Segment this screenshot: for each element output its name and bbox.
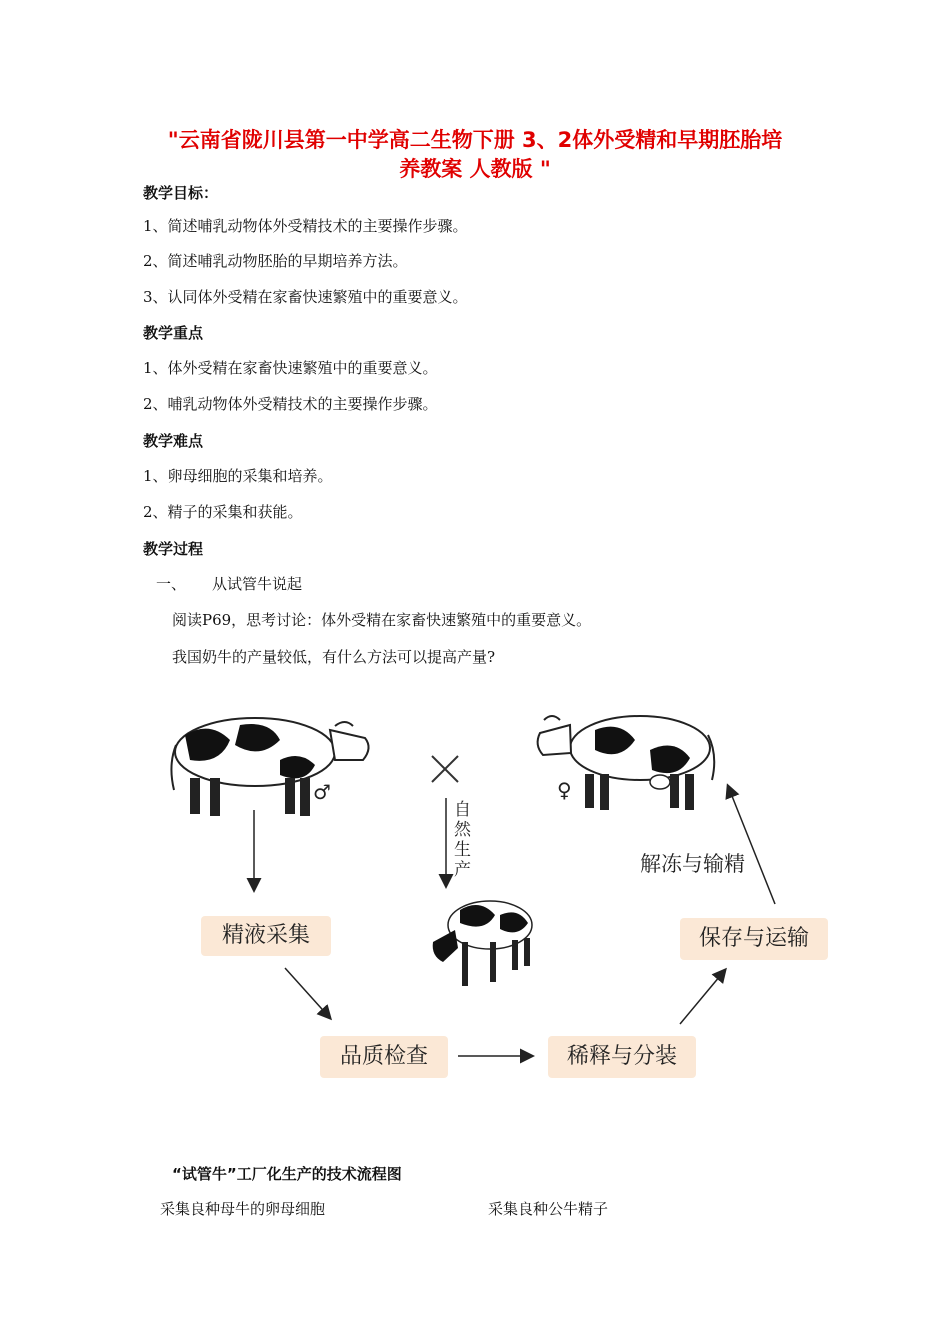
figure-caption: “试管牛”工厂化生产的技术流程图 bbox=[172, 1165, 402, 1183]
bull-illustration bbox=[171, 718, 368, 816]
section-goals-heading: 教学目标： bbox=[143, 184, 219, 202]
keypoint-item: 1、体外受精在家畜快速繁殖中的重要意义。 bbox=[143, 359, 438, 377]
step-quality-check: 品质检查 bbox=[320, 1036, 448, 1078]
document-title-line1: "云南省陇川县第一中学高二生物下册 3、2体外受精和早期胚胎培 bbox=[167, 128, 783, 152]
process-item-title: 从试管牛说起 bbox=[212, 575, 303, 593]
thaw-insemination-label: 解冻与输精 bbox=[640, 852, 745, 876]
step-semen-collection: 精液采集 bbox=[201, 916, 331, 956]
arrow-store-to-cow bbox=[728, 786, 775, 904]
footer-right-text: 采集良种公牛精子 bbox=[488, 1200, 609, 1218]
calf-illustration bbox=[433, 901, 532, 986]
question-text: 我国奶牛的产量较低，有什么方法可以提高产量? bbox=[172, 648, 496, 666]
document-title-line2: 养教案 人教版 " bbox=[399, 157, 551, 181]
natural-birth-label: 自然生产 bbox=[454, 800, 471, 880]
female-symbol: ♀ bbox=[557, 778, 572, 802]
step-dilute-pack: 稀释与分装 bbox=[548, 1036, 696, 1078]
section-keypoints-heading: 教学重点 bbox=[143, 324, 204, 342]
goal-item: 3、认同体外受精在家畜快速繁殖中的重要意义。 bbox=[143, 288, 468, 306]
arrow-dilute-to-store bbox=[680, 970, 725, 1024]
test-tube-cattle-flowchart bbox=[0, 690, 950, 1130]
footer-left-text: 采集良种母牛的卵母细胞 bbox=[160, 1200, 326, 1218]
male-symbol: ♂ bbox=[313, 780, 331, 804]
section-difficulties-heading: 教学难点 bbox=[143, 432, 204, 450]
reading-instruction: 阅读P69，思考讨论：体外受精在家畜快速繁殖中的重要意义。 bbox=[172, 611, 592, 629]
keypoint-item: 2、哺乳动物体外受精技术的主要操作步骤。 bbox=[143, 395, 438, 413]
difficulty-item: 2、精子的采集和获能。 bbox=[143, 503, 303, 521]
goal-item: 2、简述哺乳动物胚胎的早期培养方法。 bbox=[143, 252, 408, 270]
goal-item: 1、简述哺乳动物体外受精技术的主要操作步骤。 bbox=[143, 217, 468, 235]
step-store-transport: 保存与运输 bbox=[680, 918, 828, 960]
difficulty-item: 1、卵母细胞的采集和培养。 bbox=[143, 467, 333, 485]
section-process-heading: 教学过程 bbox=[143, 540, 204, 558]
process-item-number: 一、 bbox=[156, 575, 187, 593]
arrow-collection-to-check bbox=[285, 968, 330, 1018]
